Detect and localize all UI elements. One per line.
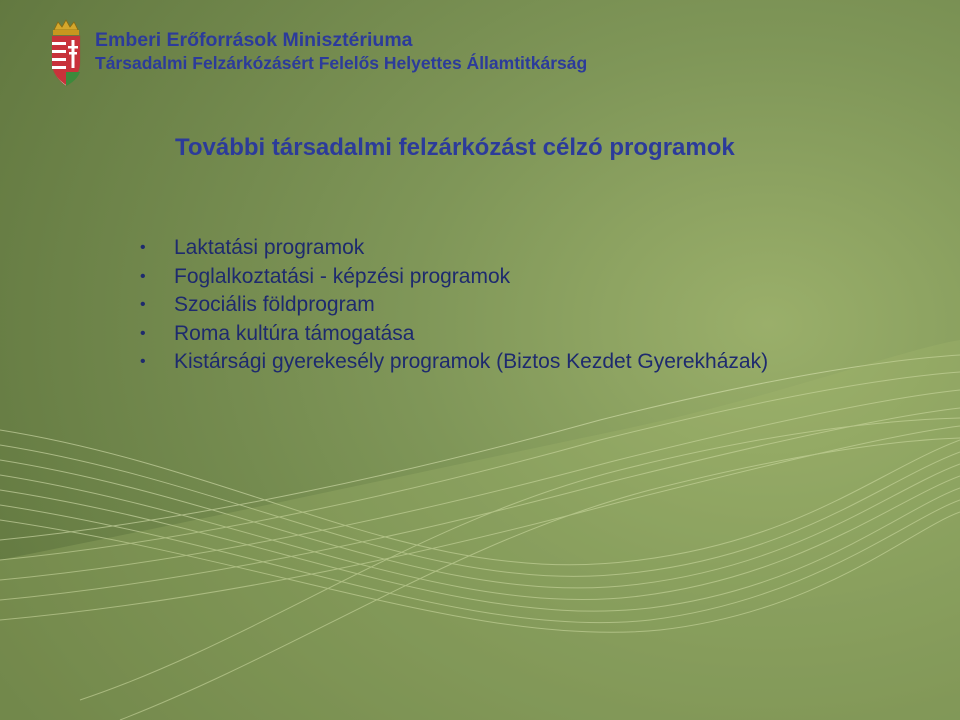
ministry-header	[95, 28, 587, 75]
bullet-icon: •	[140, 324, 146, 342]
bullet-icon: •	[140, 239, 146, 256]
slide-title: További társadalmi felzárkózást célzó programok	[175, 134, 735, 161]
list-item: • Foglalkoztatási - képzési programok	[140, 263, 820, 292]
hungarian-coat-of-arms-icon	[48, 18, 84, 88]
list-item: • Roma kultúra támogatása	[140, 320, 820, 349]
ministry-name: Emberi Erőforrások Minisztériuma	[95, 29, 413, 51]
bullet-icon: •	[140, 267, 146, 285]
list-item: • Laktatási programok	[140, 234, 820, 263]
bullet-icon: •	[140, 296, 146, 313]
bullet-icon: •	[140, 353, 146, 370]
secretariat-name: Társadalmi Felzárkózásért Felelős Helyettes Államtitkárság	[95, 53, 588, 73]
program-list	[140, 234, 820, 377]
list-item: • Kistársági gyerekesély programok (Biztos Kezdet Gyerekházak)	[140, 348, 820, 377]
list-item: • Szociális földprogram	[140, 291, 820, 320]
